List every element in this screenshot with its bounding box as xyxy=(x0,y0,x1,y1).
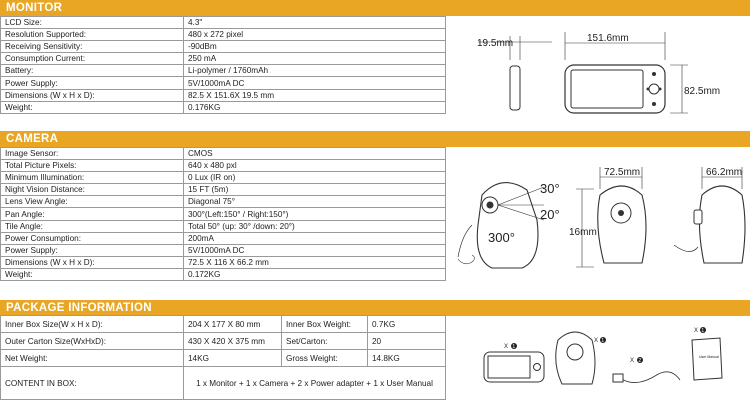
manual-title: User Manual xyxy=(699,355,719,359)
camera-side-view xyxy=(699,186,745,263)
package-monitor-screen xyxy=(488,356,530,378)
package-adapter-cable xyxy=(620,372,680,383)
spec-value: 0 Lux (IR on) xyxy=(184,172,446,184)
spec-value: 250 mA xyxy=(184,53,446,65)
monitor-spec-row xyxy=(1,17,446,29)
package-section-header: PACKAGE INFORMATION xyxy=(0,300,750,316)
monitor-spec-row xyxy=(1,101,446,113)
camera-angle-view xyxy=(477,183,538,268)
inner-box-size-value: 204 X 177 X 80 mm xyxy=(184,316,282,333)
package-info-table xyxy=(0,315,446,400)
spec-value: 5V/1000mA DC xyxy=(184,244,446,256)
camera-spec-table xyxy=(0,147,446,281)
spec-label: Dimensions (W x H x D): xyxy=(1,89,184,101)
monitor-dimension-drawing xyxy=(470,18,750,132)
outer-carton-size-label: Outer Carton Size(WxHxD): xyxy=(1,333,184,350)
count-monitor: X xyxy=(504,344,509,350)
spec-value: 4.3" xyxy=(184,17,446,29)
monitor-spec-row xyxy=(1,77,446,89)
monitor-height-label: 82.5mm xyxy=(684,86,721,97)
spec-label: Lens View Angle: xyxy=(1,196,184,208)
spec-label: Receiving Sensitivity: xyxy=(1,41,184,53)
spec-label: Power Consumption: xyxy=(1,232,184,244)
camera-spec-row xyxy=(1,172,446,184)
count-manual: X xyxy=(694,328,699,334)
monitor-spec-row xyxy=(1,29,446,41)
spec-label: Power Supply: xyxy=(1,77,184,89)
camera-spec-row xyxy=(1,232,446,244)
spec-label: LCD Size: xyxy=(1,17,184,29)
spec-value: Li-polymer / 1760mAh xyxy=(184,65,446,77)
count-camera: X xyxy=(594,338,599,344)
pan-label: 300° xyxy=(488,230,515,245)
monitor-spec-row xyxy=(1,53,446,65)
spec-value: -90dBm xyxy=(184,41,446,53)
spec-value: 15 FT (5m) xyxy=(184,184,446,196)
camera-side-bump xyxy=(694,210,702,224)
monitor-side-view xyxy=(510,66,520,110)
spec-label: Pan Angle: xyxy=(1,208,184,220)
camera-spec-row xyxy=(1,160,446,172)
camera-lens-center xyxy=(487,202,494,209)
monitor-depth-label: 19.5mm xyxy=(477,38,514,49)
tilt-up-label: 30° xyxy=(540,181,560,196)
monitor-spec-table xyxy=(0,16,446,114)
net-weight-value: 14KG xyxy=(184,350,282,367)
spec-value: 640 x 480 pxl xyxy=(184,160,446,172)
camera-spec-row xyxy=(1,244,446,256)
camera-front-lens-center xyxy=(618,210,624,216)
spec-label: Night Vision Distance: xyxy=(1,184,184,196)
camera-spec-row xyxy=(1,256,446,268)
camera-dimension-drawing xyxy=(452,165,750,280)
inner-box-weight-label: Inner Box Weight: xyxy=(282,316,368,333)
spec-value: 82.5 X 151.6X 19.5 mm xyxy=(184,89,446,101)
package-contents-drawing xyxy=(470,318,750,400)
spec-value: 480 x 272 pixel xyxy=(184,29,446,41)
monitor-width-label: 151.6mm xyxy=(587,33,629,44)
count-adapter-number: 2 xyxy=(638,358,642,364)
spec-label: Weight: xyxy=(1,101,184,113)
package-monitor-dial xyxy=(534,364,541,371)
spec-label: Total Picture Pixels: xyxy=(1,160,184,172)
gross-weight-label: Gross Weight: xyxy=(282,350,368,367)
monitor-button xyxy=(652,102,656,106)
camera-spec-row xyxy=(1,196,446,208)
spec-value: 0.176KG xyxy=(184,101,446,113)
net-weight-label: Net Weight: xyxy=(1,350,184,367)
camera-spec-row xyxy=(1,268,446,280)
outer-carton-size-value: 430 X 420 X 375 mm xyxy=(184,333,282,350)
monitor-spec-row xyxy=(1,89,446,101)
monitor-dial xyxy=(649,84,659,94)
content-in-box-label: CONTENT IN BOX: xyxy=(1,367,184,400)
camera-height-label: 16mm xyxy=(569,227,597,238)
spec-label: Weight: xyxy=(1,268,184,280)
spec-label: Dimensions (W x H x D): xyxy=(1,256,184,268)
inner-box-size-label: Inner Box Size(W x H x D): xyxy=(1,316,184,333)
count-manual-number: 1 xyxy=(701,328,705,334)
tilt-down-label: 20° xyxy=(540,207,560,222)
package-camera-lens xyxy=(567,344,583,360)
set-carton-label: Set/Carton: xyxy=(282,333,368,350)
camera-section-header: CAMERA xyxy=(0,131,750,147)
spec-label: Resolution Supported: xyxy=(1,29,184,41)
content-in-box-value: 1 x Monitor + 1 x Camera + 2 x Power adapter + 1 x User Manual xyxy=(184,367,446,400)
spec-value: 300°(Left:150° / Right:150°) xyxy=(184,208,446,220)
count-monitor-number: 1 xyxy=(512,344,516,350)
spec-value: Total 50° (up: 30° /down: 20°) xyxy=(184,220,446,232)
spec-label: Battery: xyxy=(1,65,184,77)
monitor-section-header: MONITOR xyxy=(0,0,750,16)
monitor-button xyxy=(652,72,656,76)
spec-label: Consumption Current: xyxy=(1,53,184,65)
camera-spec-row xyxy=(1,208,446,220)
spec-value: Diagonal 75° xyxy=(184,196,446,208)
spec-value: 0.172KG xyxy=(184,268,446,280)
count-adapter: X xyxy=(630,358,635,364)
spec-value: 5V/1000mA DC xyxy=(184,77,446,89)
monitor-button xyxy=(647,88,650,91)
monitor-spec-row xyxy=(1,41,446,53)
spec-label: Tile Angle: xyxy=(1,220,184,232)
camera-spec-row xyxy=(1,148,446,160)
count-camera-number: 1 xyxy=(601,338,605,344)
set-carton-value: 20 xyxy=(368,333,446,350)
spec-label: Image Sensor: xyxy=(1,148,184,160)
gross-weight-value: 14.8KG xyxy=(368,350,446,367)
camera-front-view xyxy=(598,186,646,263)
monitor-button xyxy=(659,88,662,91)
monitor-screen xyxy=(571,70,643,108)
package-manual xyxy=(692,338,722,380)
spec-label: Power Supply: xyxy=(1,244,184,256)
camera-spec-row xyxy=(1,184,446,196)
spec-label: Minimum Illumination: xyxy=(1,172,184,184)
spec-value: CMOS xyxy=(184,148,446,160)
monitor-spec-row xyxy=(1,65,446,77)
camera-width-label: 72.5mm xyxy=(604,167,641,178)
inner-box-weight-value: 0.7KG xyxy=(368,316,446,333)
spec-value: 72.5 X 116 X 66.2 mm xyxy=(184,256,446,268)
package-adapter xyxy=(613,374,623,382)
camera-spec-row xyxy=(1,220,446,232)
camera-depth-label: 66.2mm xyxy=(706,167,743,178)
spec-value: 200mA xyxy=(184,232,446,244)
